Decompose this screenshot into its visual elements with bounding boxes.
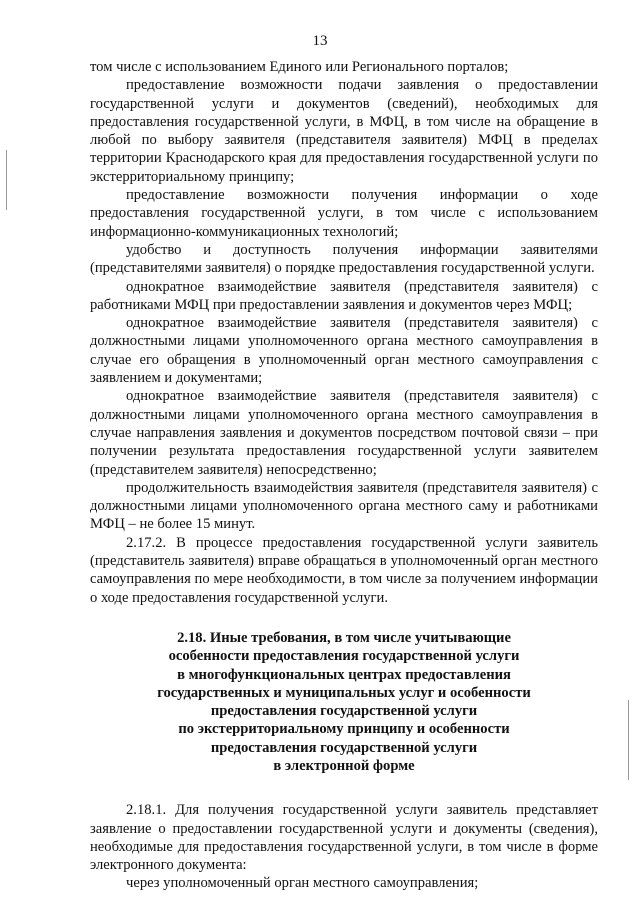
- top-paragraphs: [90, 58, 598, 607]
- paragraph-p10: 2.18.1. Для получения государственной услуги заявитель представляет заявление о предоставлении государственной услуги и документы (сведения), необходимые для предоставления государственной услуги, в том числе в форме электронного документа:: [90, 802, 598, 874]
- paragraph-p9: 2.17.2. В процессе предоставления государственной услуги заявитель (представитель заявителя) вправе обращаться в уполномоченный орган местного самоуправления по мере необходимости, в том числе за получением информации о ходе предоставления государственной услуги.: [90, 534, 598, 606]
- paragraph-p8: продолжительность взаимодействия заявителя (представителя заявителя) с должностными лицами уполномоченного органа местного саму и работниками МФЦ – не более 15 минут.: [90, 479, 598, 533]
- paragraph-p1: том числе с использованием Единого или Регионального порталов;: [90, 59, 509, 75]
- paragraph-p11: через уполномоченный орган местного самоуправления;: [126, 875, 479, 892]
- bottom-paragraphs: [90, 801, 598, 892]
- section-title-line: предоставления государственной услуги: [210, 703, 478, 720]
- scan-mark-left: [6, 150, 7, 210]
- page-number: 13: [312, 33, 328, 49]
- paragraph-p5: однократное взаимодействие заявителя (представителя заявителя) с работниками МФЦ при предоставлении заявления и документов через МФЦ;: [90, 278, 598, 313]
- paragraph-p6: однократное взаимодействие заявителя (представителя заявителя) с должностными лицами уполномоченного органа местного самоуправления в случае его обращения в уполномоченный орган местного самоуправления с заявлением и документами;: [90, 315, 598, 387]
- scan-mark-right: [628, 700, 629, 780]
- section-title-line: по экстерриториальному принципу и особенности: [178, 721, 510, 738]
- paragraph-p4: удобство и доступность получения информации заявителями (представителями заявителя) о порядке предоставления государственной услуги.: [90, 241, 598, 277]
- section-title: [90, 629, 598, 775]
- paragraph-p3: предоставление возможности получения информации о ходе предоставления государственной услуги, в том числе с использованием информационно-коммуникационных технологий;: [90, 187, 598, 240]
- section-title-line: 2.18. Иные требования, в том числе учитывающие: [177, 629, 511, 646]
- document-body: [90, 58, 598, 893]
- section-title-line: предоставления государственной услуги: [210, 739, 478, 756]
- section-title-line: в электронной форме: [273, 757, 415, 774]
- section-title-line: особенности предоставления государственной услуги: [168, 648, 520, 665]
- section-title-line: государственных и муниципальных услуг и особенности: [157, 684, 531, 701]
- paragraph-p2: предоставление возможности подачи заявления о предоставлении государственной услуги и документов (сведений), необходимых для предоставления государственной услуги, в МФЦ, в том числе на обращение в любой по выбору заявителя (представителя заявителя) МФЦ в пределах территории Краснодарского края для предоставления государственной услуги по экстерриториальному принципу;: [90, 77, 598, 185]
- section-title-line: в многофункциональных центрах предоставления: [177, 666, 511, 683]
- paragraph-p7: однократное взаимодействие заявителя (представителя заявителя) с должностными лицами уполномоченного органа местного самоуправления в случае направления заявления и документов посредством почтовой связи – при получении результата предоставления государственной услуги заявителем (представителем заявителя) непосредственно;: [90, 388, 598, 478]
